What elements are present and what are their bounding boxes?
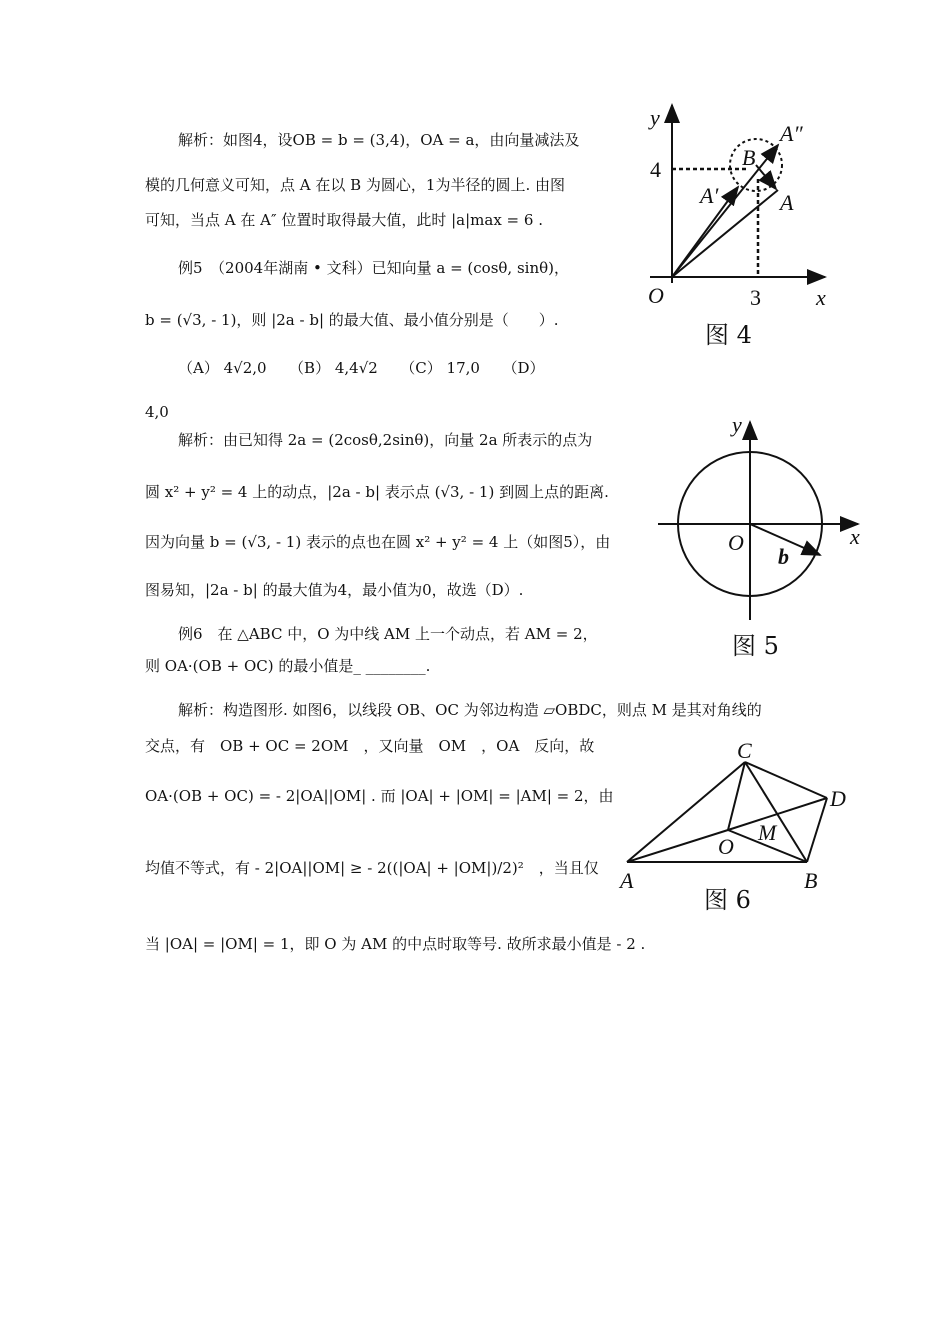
label-a: A xyxy=(780,190,794,215)
figure-4 xyxy=(620,95,850,355)
text-line-4: 例5 （2004年湖南 • 文科）已知向量 a = (cosθ, sinθ)， xyxy=(178,259,570,277)
text-line-7: 4,0 xyxy=(145,403,169,421)
text-line-6: （A） 4√2,0 （B） 4,4√2 （C） 17,0 （D） xyxy=(178,359,545,377)
label-b: b xyxy=(778,544,789,569)
segment-cb xyxy=(745,762,807,862)
segment-db xyxy=(807,798,827,862)
text-line-16: OA·(OB + OC) = - 2|OA||OM| . 而 |OA| + |OM| = |AM| = 2，由 xyxy=(145,787,614,805)
text-line-3: 可知，当点 A 在 A″ 位置时取得最大值，此时 |a|max = 6 . xyxy=(145,211,543,229)
segment-oc xyxy=(728,762,745,830)
text-line-13: 则 OA·(OB + OC) 的最小值是_ ________. xyxy=(145,657,431,675)
label-y: y xyxy=(650,105,660,130)
label-b: B xyxy=(742,145,756,170)
vector-ba xyxy=(756,165,776,189)
label-y: y xyxy=(732,412,742,437)
vector-oa-double-prime xyxy=(672,145,778,277)
label-x: x xyxy=(850,524,860,549)
label-m: M xyxy=(758,820,777,845)
figure-6-caption: 图 6 xyxy=(704,886,751,914)
label-o: O xyxy=(648,283,664,308)
text-line-17: 均值不等式，有 - 2|OA||OM| ≥ - 2((|OA| + |OM|)/2)² ，当且仅 xyxy=(145,859,599,877)
text-line-1: 解析：如图4，设OB = b = (3,4)，OA = a，由向量减法及 xyxy=(178,131,580,149)
text-line-9: 圆 x² + y² = 4 上的动点，|2a - b| 表示点 (√3, - 1) 到圆上点的距离. xyxy=(145,483,609,501)
label-d: D xyxy=(830,786,846,811)
text-line-12: 例6 在 △ABC 中，O 为中线 AM 上一个动点，若 AM = 2， xyxy=(178,625,598,643)
figure-4-caption: 图 4 xyxy=(705,321,752,349)
label-a-double-prime: A″ xyxy=(780,121,803,146)
label-a: A xyxy=(620,868,634,893)
text-line-14: 解析：构造图形. 如图6，以线段 OB、OC 为邻边构造 ▱OBDC，则点 M 是其对角线的 xyxy=(178,701,762,719)
text-line-2: 模的几何意义可知，点 A 在以 B 为圆心，1为半径的圆上. 由图 xyxy=(145,176,566,194)
text-line-11: 图易知，|2a - b| 的最大值为4，最小值为0，故选（D）. xyxy=(145,581,524,599)
label-4: 4 xyxy=(650,157,661,182)
figure-6 xyxy=(612,730,872,920)
text-line-15: 交点，有 OB + OC = 2OM ，又向量 OM ，OA 反向，故 xyxy=(145,737,595,755)
text-line-10: 因为向量 b = (√3, - 1) 表示的点也在圆 x² + y² = 4 上（如图5），由 xyxy=(145,533,611,551)
segment-od xyxy=(728,798,827,830)
text-line-5: b = (√3, - 1)，则 |2a - b| 的最大值、最小值分别是（ ）. xyxy=(145,311,559,329)
figure-5-caption: 图 5 xyxy=(732,632,779,660)
label-c: C xyxy=(737,738,752,763)
label-o: O xyxy=(718,834,734,859)
label-o: O xyxy=(728,530,744,555)
label-b: B xyxy=(804,868,818,893)
figure-5 xyxy=(650,410,880,670)
text-line-18: 当 |OA| = |OM| = 1，即 O 为 AM 的中点时取等号. 故所求最小值是 - 2 . xyxy=(145,935,646,953)
text-line-8: 解析：由已知得 2a = (2cosθ,2sinθ)，向量 2a 所表示的点为 xyxy=(178,431,593,449)
label-a-prime: A′ xyxy=(700,183,719,208)
label-3: 3 xyxy=(750,285,761,310)
segment-ao xyxy=(627,830,728,862)
label-x: x xyxy=(816,285,826,310)
